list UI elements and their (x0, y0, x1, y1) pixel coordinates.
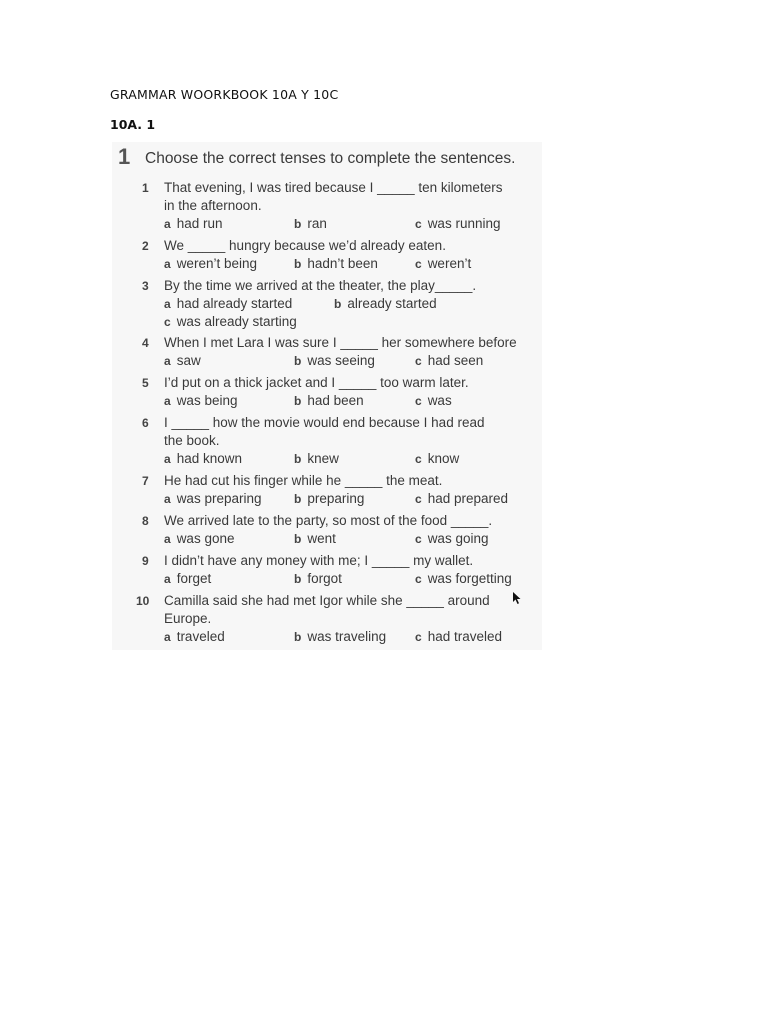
option-a[interactable] (164, 490, 261, 508)
option-text: had prepared (427, 491, 509, 506)
option-letter: a (164, 452, 171, 466)
option-text: had been (307, 393, 364, 408)
option-text: forget (176, 571, 212, 586)
item-sentence: I _____ how the movie would end because I had read (164, 415, 485, 430)
item-number: 9 (142, 554, 149, 568)
option-c[interactable] (415, 450, 459, 468)
option-text: was gone (176, 531, 235, 546)
option-text: weren’t (427, 256, 472, 271)
item-number: 1 (142, 181, 149, 195)
option-text: was forgetting (427, 571, 512, 586)
option-letter: a (164, 492, 171, 506)
option-text: hadn’t been (307, 256, 378, 271)
option-a[interactable] (164, 295, 292, 313)
option-text: was already starting (176, 314, 297, 329)
option-letter: c (164, 315, 171, 329)
option-a[interactable] (164, 255, 257, 273)
option-text: went (307, 531, 336, 546)
item-sentence: When I met Lara I was sure I _____ her somewhere before (164, 335, 517, 350)
option-letter: a (164, 532, 171, 546)
option-text: had run (176, 216, 223, 231)
option-b[interactable] (334, 295, 437, 313)
option-text: was being (176, 393, 238, 408)
option-text: was seeing (307, 353, 375, 368)
option-text: weren’t being (176, 256, 257, 271)
option-text: forgot (307, 571, 342, 586)
option-letter: a (164, 354, 171, 368)
item-sentence: Europe. (164, 611, 212, 626)
option-letter: a (164, 572, 171, 586)
option-text: traveled (176, 629, 225, 644)
option-text: had known (176, 451, 242, 466)
page-title: GRAMMAR WOORKBOOK 10A Y 10C (110, 87, 339, 102)
option-text: knew (307, 451, 339, 466)
option-a[interactable] (164, 530, 234, 548)
option-c[interactable] (415, 570, 512, 588)
item-sentence: He had cut his finger while he _____ the meat. (164, 473, 443, 488)
option-letter: b (294, 394, 302, 408)
mouse-cursor-icon (513, 592, 521, 604)
option-letter: a (164, 217, 171, 231)
item-sentence: That evening, I was tired because I _____ ten kilometers (164, 180, 503, 195)
option-c[interactable] (415, 530, 488, 548)
item-sentence: I didn’t have any money with me; I _____ my wallet. (164, 553, 474, 568)
option-letter: a (164, 257, 171, 271)
item-number: 10 (136, 594, 150, 608)
option-b[interactable] (294, 352, 375, 370)
option-a[interactable] (164, 352, 201, 370)
option-letter: c (415, 492, 422, 506)
exercise-image (112, 142, 542, 650)
item-sentence: Camilla said she had met Igor while she _____ around (164, 593, 490, 608)
item-number: 8 (142, 514, 149, 528)
option-a[interactable] (164, 628, 225, 646)
option-a[interactable] (164, 392, 237, 410)
option-text: had seen (427, 353, 484, 368)
option-text: preparing (307, 491, 365, 506)
option-b[interactable] (294, 392, 364, 410)
option-c[interactable] (415, 628, 502, 646)
option-b[interactable] (294, 215, 327, 233)
item-sentence: in the afternoon. (164, 198, 262, 213)
option-c[interactable] (415, 490, 508, 508)
option-c[interactable] (415, 352, 483, 370)
option-letter: b (294, 532, 302, 546)
option-letter: c (415, 394, 422, 408)
option-c[interactable] (415, 255, 471, 273)
option-text: was running (427, 216, 501, 231)
option-text: saw (176, 353, 201, 368)
item-sentence: We _____ hungry because we’d already eaten. (164, 238, 446, 253)
option-a[interactable] (164, 215, 222, 233)
option-text: ran (307, 216, 327, 231)
item-sentence: By the time we arrived at the theater, the play_____. (164, 278, 477, 293)
option-letter: c (415, 452, 422, 466)
option-b[interactable] (294, 570, 342, 588)
option-text: was traveling (307, 629, 387, 644)
option-b[interactable] (294, 255, 378, 273)
option-text: already started (347, 296, 437, 311)
option-letter: b (294, 630, 302, 644)
item-number: 7 (142, 474, 149, 488)
option-letter: b (294, 452, 302, 466)
item-number: 4 (142, 336, 149, 350)
option-letter: c (415, 257, 422, 271)
option-letter: b (294, 217, 302, 231)
option-letter: b (334, 297, 342, 311)
section-label: 10A. 1 (110, 117, 156, 132)
exercise-number: 1 (118, 144, 131, 169)
option-letter: b (294, 492, 302, 506)
option-text: had already started (176, 296, 293, 311)
option-letter: b (294, 354, 302, 368)
option-letter: a (164, 394, 171, 408)
option-letter: c (415, 532, 422, 546)
option-a[interactable] (164, 450, 242, 468)
option-text: was going (427, 531, 489, 546)
item-number: 5 (142, 376, 149, 390)
item-number: 3 (142, 279, 149, 293)
option-letter: b (294, 572, 302, 586)
item-sentence: I’d put on a thick jacket and I _____ too warm later. (164, 375, 469, 390)
option-letter: a (164, 297, 171, 311)
option-c[interactable] (415, 392, 452, 410)
option-letter: c (415, 572, 422, 586)
option-letter: c (415, 217, 422, 231)
option-a[interactable] (164, 570, 211, 588)
exercise-instruction: Choose the correct tenses to complete the sentences. (145, 150, 516, 167)
option-text: was preparing (176, 491, 262, 506)
option-text: had traveled (427, 629, 502, 644)
option-letter: b (294, 257, 302, 271)
option-b[interactable] (294, 490, 364, 508)
option-b[interactable] (294, 450, 339, 468)
option-letter: c (415, 630, 422, 644)
option-b[interactable] (294, 628, 386, 646)
item-number: 2 (142, 239, 149, 253)
option-text: know (427, 451, 460, 466)
item-number: 6 (142, 416, 149, 430)
option-letter: c (415, 354, 422, 368)
item-sentence: We arrived late to the party, so most of the food _____. (164, 513, 493, 528)
option-b[interactable] (294, 530, 336, 548)
option-c[interactable] (415, 215, 500, 233)
option-letter: a (164, 630, 171, 644)
option-text: was (427, 393, 452, 408)
option-c[interactable] (164, 313, 297, 331)
item-sentence: the book. (164, 433, 220, 448)
